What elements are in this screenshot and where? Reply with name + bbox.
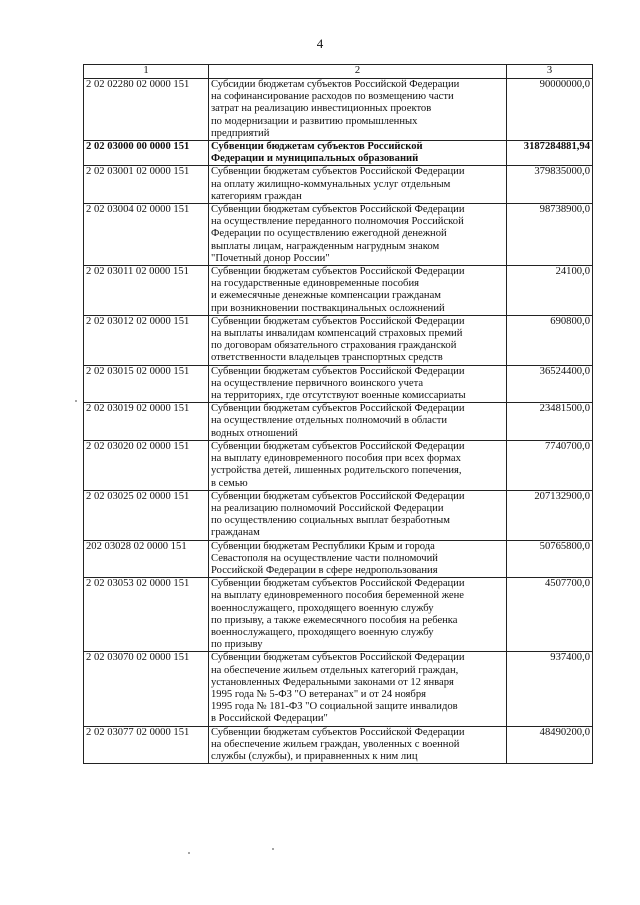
- column-2-header: 2: [209, 65, 507, 79]
- table-row: [84, 79, 593, 141]
- amount: 3187284881,94: [507, 141, 593, 166]
- table-row: [84, 166, 593, 204]
- description-line: 1995 года № 5-ФЗ "О ветеранах" и от 24 ноября: [211, 688, 426, 700]
- budget-code: 2 02 03020 02 0000 151: [84, 440, 209, 490]
- revenue-description: [209, 315, 507, 365]
- revenue-description: [209, 726, 507, 764]
- description-line: на осуществление переданного полномочия Российской: [211, 216, 464, 228]
- description-line: затрат на реализацию инвестиционных проектов: [211, 103, 432, 115]
- table-row: [84, 315, 593, 365]
- description-line: в семью: [211, 477, 248, 489]
- budget-code: 2 02 03070 02 0000 151: [84, 652, 209, 726]
- amount: 207132900,0: [507, 490, 593, 540]
- description-line: Субвенции бюджетам субъектов Российской Федерации: [211, 490, 465, 502]
- description-line: на выплату единовременного пособия при всех формах: [211, 453, 461, 465]
- amount: 50765800,0: [507, 540, 593, 578]
- amount: 7740700,0: [507, 440, 593, 490]
- description-line: гражданам: [211, 527, 260, 539]
- description-line: Субвенции бюджетам субъектов Российской Федерации: [211, 440, 465, 452]
- description-line: ответственности владельцев транспортных средств: [211, 352, 443, 364]
- description-line: на оплату жилищно-коммунальных услуг отдельным: [211, 178, 451, 190]
- description-line: при возникновении поствакцинальных осложнений: [211, 302, 445, 314]
- description-line: Федерации и муниципальных образований: [211, 153, 419, 165]
- description-line: Субвенции бюджетам Республики Крым и города: [211, 540, 435, 552]
- revenue-description: [209, 440, 507, 490]
- description-line: на софинансирование расходов по возмещению части: [211, 91, 454, 103]
- table-row: [84, 578, 593, 652]
- description-line: категориям граждан: [211, 190, 302, 202]
- description-line: "Почетный донор России": [211, 252, 330, 264]
- budget-code: 2 02 03053 02 0000 151: [84, 578, 209, 652]
- table-row: [84, 365, 593, 403]
- revenue-description: [209, 79, 507, 141]
- table-body: [84, 79, 593, 764]
- description-line: по призыву: [211, 639, 263, 651]
- budget-code: 202 03028 02 0000 151: [84, 540, 209, 578]
- table-row: [84, 726, 593, 764]
- description-line: по договорам обязательного страхования гражданской: [211, 340, 457, 352]
- description-line: Севастополя на осуществление части полномочий: [211, 552, 438, 564]
- revenue-description: [209, 652, 507, 726]
- amount: 4507700,0: [507, 578, 593, 652]
- description-line: на реализацию полномочий Российской Федерации: [211, 502, 444, 514]
- amount: 90000000,0: [507, 79, 593, 141]
- description-line: и ежемесячные денежные компенсации гражданам: [211, 290, 441, 302]
- description-line: на территориях, где отсутствуют военные комиссариаты: [211, 390, 466, 402]
- budget-code: 2 02 03004 02 0000 151: [84, 204, 209, 266]
- description-line: Субвенции бюджетам субъектов Российской Федерации: [211, 166, 465, 178]
- description-line: военнослужащего, проходящего военную службу: [211, 626, 434, 638]
- description-line: на выплату единовременного пособия беременной жене: [211, 590, 464, 602]
- description-line: Субвенции бюджетам субъектов Российской Федерации: [211, 365, 465, 377]
- budget-code: 2 02 03012 02 0000 151: [84, 315, 209, 365]
- description-line: Субвенции бюджетам субъектов Российской Федерации: [211, 266, 465, 278]
- description-line: по модернизации и развитию промышленных: [211, 115, 418, 127]
- description-line: на осуществление отдельных полномочий в области: [211, 415, 448, 427]
- description-line: выплаты лицам, награжденным нагрудным знаком: [211, 240, 440, 252]
- description-line: в Российской Федерации": [211, 713, 328, 725]
- amount: 23481500,0: [507, 403, 593, 441]
- description-line: Субвенции бюджетам субъектов Российской Федерации: [211, 403, 465, 415]
- amount: 48490200,0: [507, 726, 593, 764]
- table-row: [84, 403, 593, 441]
- description-line: на государственные единовременные пособия: [211, 278, 419, 290]
- revenue-description: [209, 141, 507, 166]
- table-row: [84, 490, 593, 540]
- description-line: Субвенции бюджетам субъектов Российской Федерации: [211, 726, 465, 738]
- revenue-description: [209, 266, 507, 316]
- description-line: Субвенции бюджетам субъектов Российской Федерации: [211, 652, 465, 664]
- amount: 937400,0: [507, 652, 593, 726]
- budget-code: 2 02 02280 02 0000 151: [84, 79, 209, 141]
- table-row: [84, 652, 593, 726]
- description-line: устройства детей, лишенных родительского попечения,: [211, 465, 462, 477]
- description-line: водных отношений: [211, 427, 298, 439]
- amount: 24100,0: [507, 266, 593, 316]
- description-line: на выплаты инвалидам компенсаций страховых премий: [211, 328, 463, 340]
- budget-code: 2 02 03077 02 0000 151: [84, 726, 209, 764]
- budget-revenue-table: [83, 64, 593, 764]
- amount: 379835000,0: [507, 166, 593, 204]
- description-line: установленных Федеральными законами от 12 января: [211, 676, 454, 688]
- table-row: [84, 540, 593, 578]
- revenue-description: [209, 166, 507, 204]
- page-number: 4: [316, 36, 324, 51]
- budget-code: 2 02 03001 02 0000 151: [84, 166, 209, 204]
- description-line: предприятий: [211, 127, 270, 139]
- description-line: Федерации по осуществлению ежегодной денежной: [211, 228, 447, 240]
- revenue-description: [209, 540, 507, 578]
- table-row: [84, 440, 593, 490]
- table-row: [84, 266, 593, 316]
- amount: 98738900,0: [507, 204, 593, 266]
- column-1-header: 1: [84, 65, 209, 79]
- description-line: Российской Федерации в сфере недропользования: [211, 564, 438, 576]
- scan-speck: [75, 400, 77, 402]
- table-row: [84, 204, 593, 266]
- description-line: на осуществление первичного воинского учета: [211, 377, 424, 389]
- column-number-row: [84, 65, 593, 79]
- description-line: Субсидии бюджетам субъектов Российской Федерации: [211, 79, 460, 90]
- description-line: службы (службы), и приравненных к ним лиц: [211, 750, 418, 762]
- table-row: [84, 141, 593, 166]
- budget-code: 2 02 03000 00 0000 151: [84, 141, 209, 166]
- budget-code: 2 02 03025 02 0000 151: [84, 490, 209, 540]
- revenue-description: [209, 365, 507, 403]
- description-line: военнослужащего, проходящего военную службу: [211, 602, 434, 614]
- description-line: по осуществлению социальных выплат безработным: [211, 515, 450, 527]
- revenue-description: [209, 490, 507, 540]
- budget-code: 2 02 03011 02 0000 151: [84, 266, 209, 316]
- description-line: 1995 года № 181-ФЗ "О социальной защите инвалидов: [211, 701, 458, 713]
- amount: 690800,0: [507, 315, 593, 365]
- amount: 36524400,0: [507, 365, 593, 403]
- description-line: Субвенции бюджетам субъектов Российской Федерации: [211, 315, 465, 327]
- scan-speck: [188, 852, 190, 854]
- revenue-description: [209, 204, 507, 266]
- budget-code: 2 02 03019 02 0000 151: [84, 403, 209, 441]
- scan-speck: [272, 848, 274, 850]
- revenue-description: [209, 578, 507, 652]
- description-line: Субвенции бюджетам субъектов Российской Федерации: [211, 578, 465, 590]
- description-line: Субвенции бюджетам субъектов Российской Федерации: [211, 204, 465, 216]
- description-line: по призыву, а также ежемесячного пособия на ребенка: [211, 614, 458, 626]
- budget-code: 2 02 03015 02 0000 151: [84, 365, 209, 403]
- description-line: Субвенции бюджетам субъектов Российской: [211, 141, 423, 153]
- description-line: на обеспечение жильем отдельных категорий граждан,: [211, 664, 459, 676]
- description-line: на обеспечение жильем граждан, уволенных с военной: [211, 738, 460, 750]
- revenue-description: [209, 403, 507, 441]
- column-3-header: 3: [507, 65, 593, 79]
